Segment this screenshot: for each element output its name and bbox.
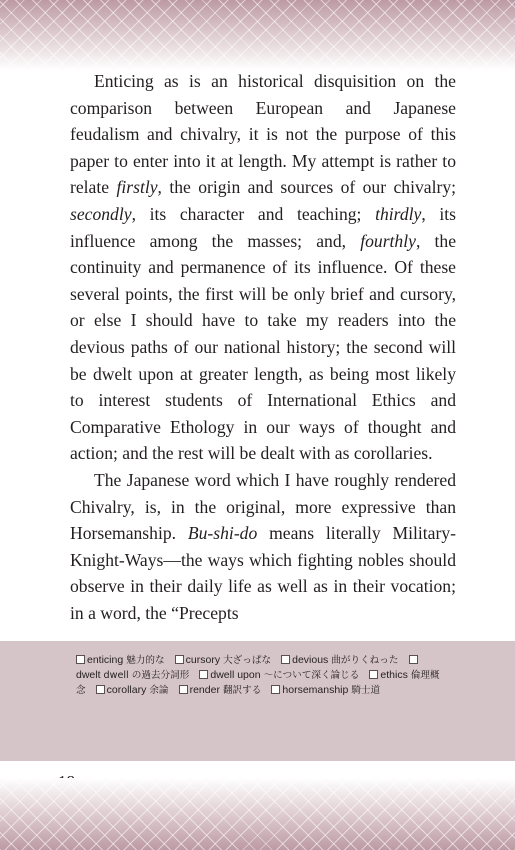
glossary-item xyxy=(199,670,359,681)
glossary-definition: 曲がりくねった xyxy=(331,655,399,666)
checkbox-square-icon xyxy=(199,670,208,679)
checkbox-square-icon xyxy=(369,670,378,679)
checkbox-square-icon xyxy=(281,655,290,664)
glossary-term: enticing xyxy=(87,654,124,666)
checkbox-square-icon xyxy=(179,685,188,694)
glossary-item xyxy=(281,655,398,666)
glossary-definition: ～について深く論じる xyxy=(263,670,360,681)
glossary-item xyxy=(179,685,262,696)
decorative-bottom-band xyxy=(0,778,515,850)
paragraph-2 xyxy=(70,467,456,627)
glossary-definition: 騎士道 xyxy=(351,685,381,696)
glossary-definition: 大ざっぱな xyxy=(223,655,272,666)
glossary-item xyxy=(96,685,169,696)
text-run: , the continuity and permanence of its influence. Of these several points, the first will be only brief and cursory, or else I should have to take my readers into the devious paths of our national history; the second will be dwelt upon at greater length, as being most likely to interest students of International Ethics and Comparative Ethology in our ways of thought and action; and the rest will be dealt with as corollaries. xyxy=(70,230,456,464)
glossary-definition: 余論 xyxy=(149,685,169,696)
text-run: , its character and teaching; xyxy=(131,203,376,224)
text-run: , the origin and sources of our chivalry; xyxy=(157,177,457,198)
italic-term: thirdly xyxy=(375,203,422,224)
glossary-term: dwelt xyxy=(76,669,101,681)
glossary-term: ethics xyxy=(380,669,408,681)
checkbox-square-icon xyxy=(175,655,184,664)
glossary-term: corollary xyxy=(106,684,147,696)
checkbox-square-icon xyxy=(271,685,280,694)
glossary-item xyxy=(271,685,380,696)
text-run: Enticing as is an historical disquisition on the comparison between European and Japanese feudalism and chivalry, it is not the purpose of this paper to enter into it at length. My attempt is rather to relate xyxy=(70,71,456,198)
checkbox-square-icon xyxy=(409,655,418,664)
paragraph-1 xyxy=(70,68,456,467)
glossary-term: render xyxy=(189,684,220,696)
glossary-box xyxy=(0,641,515,761)
glossary-definition: 魅力的な xyxy=(126,655,165,666)
text-run: means literally Military-Knight-Ways—the ways which fighting nobles should observe in their daily life as well as in their vocation; in a word, the “Precepts xyxy=(70,523,456,623)
glossary-list xyxy=(76,653,448,698)
text-run: The Japanese word which I have roughly rendered Chivalry, is, in the original, more expressive than Horsemanship. xyxy=(70,469,456,544)
body-text xyxy=(70,68,456,626)
italic-term: firstly xyxy=(116,177,158,198)
glossary-term: dwell upon xyxy=(210,669,261,681)
decorative-top-band xyxy=(0,0,515,70)
glossary-definition: dwell の過去分詞形 xyxy=(103,670,190,681)
italic-term: secondly xyxy=(70,203,132,224)
glossary-term: cursory xyxy=(185,654,221,666)
glossary-term: devious xyxy=(292,654,329,666)
glossary-item xyxy=(76,655,165,666)
text-run: , its influence among the masses; and, xyxy=(70,203,456,251)
italic-term: Bu-shi-do xyxy=(187,523,258,544)
glossary-definition: 倫理概念 xyxy=(76,670,440,696)
glossary-term: horsemanship xyxy=(282,684,349,696)
glossary-definition: 翻訳する xyxy=(222,685,262,696)
checkbox-square-icon xyxy=(96,685,105,694)
checkbox-square-icon xyxy=(76,655,85,664)
italic-term: fourthly xyxy=(360,230,416,251)
glossary-item xyxy=(175,655,271,666)
